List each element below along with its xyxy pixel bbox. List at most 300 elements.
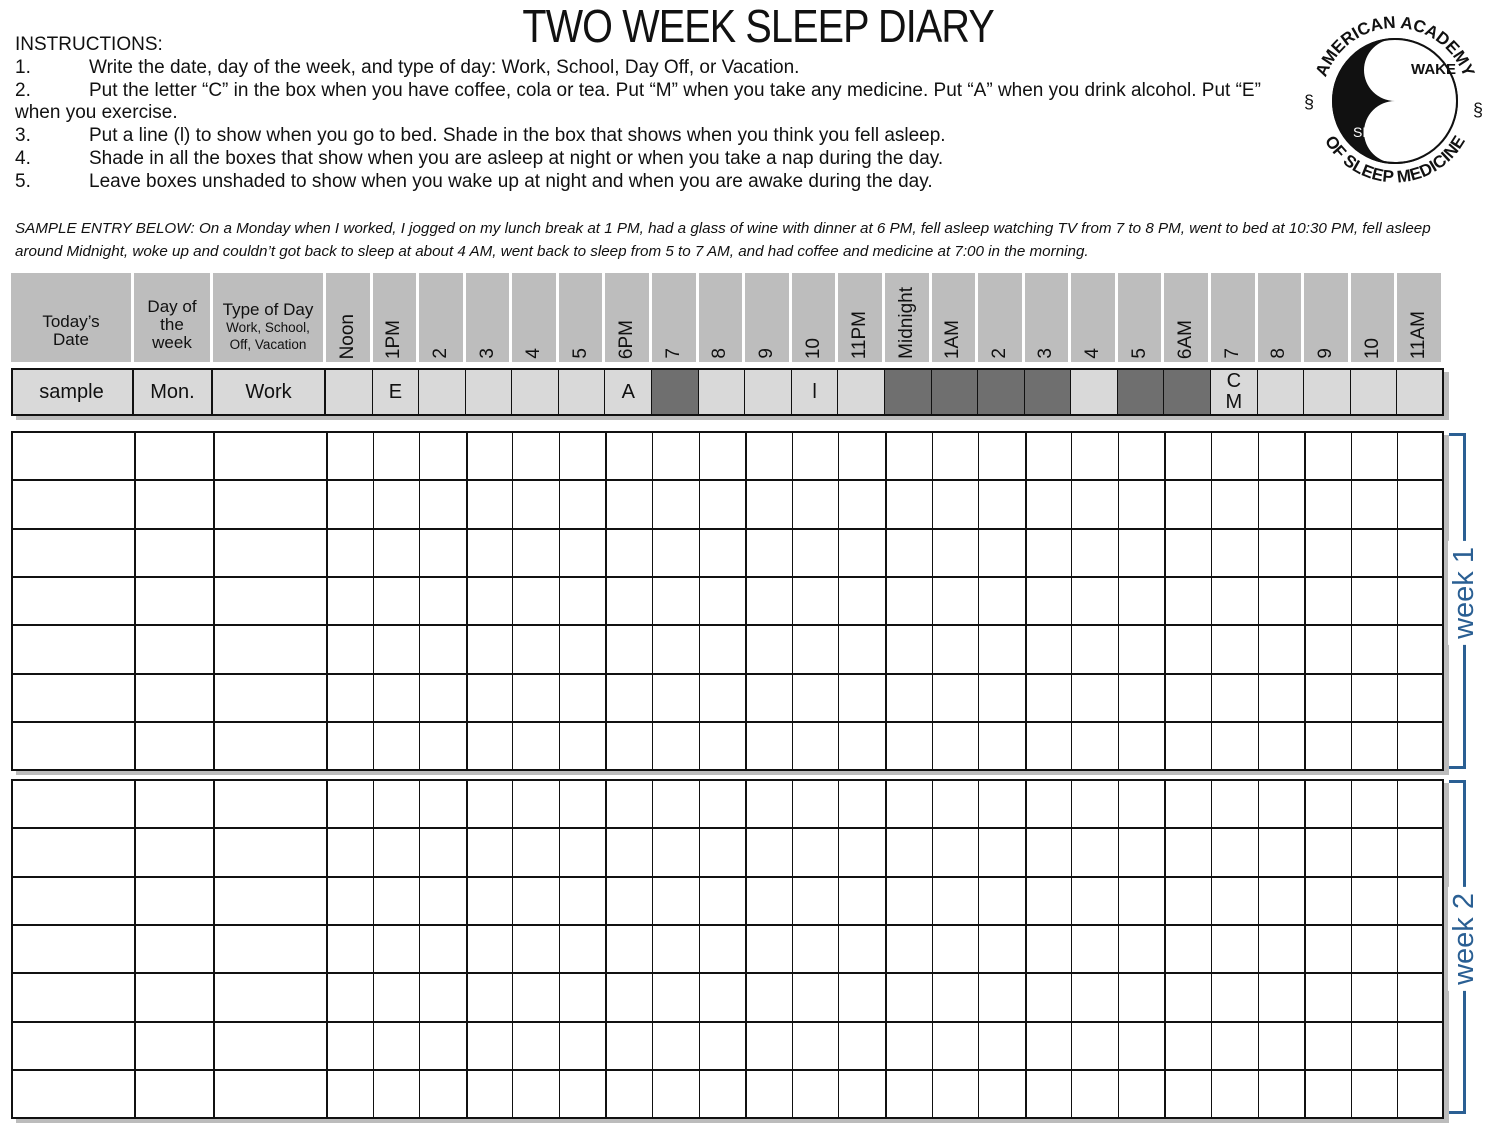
entry-hour-cell[interactable] bbox=[838, 1071, 885, 1119]
entry-hour-cell[interactable] bbox=[512, 675, 559, 723]
entry-hour-cell[interactable] bbox=[512, 723, 559, 771]
entry-hour-cell[interactable] bbox=[419, 829, 466, 877]
entry-hour-cell[interactable] bbox=[1258, 1071, 1305, 1119]
entry-type-cell[interactable] bbox=[213, 974, 326, 1022]
entry-hour-cell[interactable] bbox=[652, 974, 699, 1022]
entry-hour-cell[interactable] bbox=[1397, 530, 1444, 578]
entry-hour-cell[interactable] bbox=[745, 530, 792, 578]
entry-hour-cell[interactable] bbox=[699, 974, 746, 1022]
entry-date-cell[interactable] bbox=[11, 1071, 134, 1119]
entry-hour-cell[interactable] bbox=[466, 829, 513, 877]
entry-hour-cell[interactable] bbox=[885, 481, 932, 529]
entry-hour-cell[interactable] bbox=[745, 626, 792, 674]
entry-hour-cell[interactable] bbox=[326, 530, 373, 578]
entry-hour-cell[interactable] bbox=[559, 433, 606, 481]
entry-hour-cell[interactable] bbox=[605, 1071, 652, 1119]
entry-hour-cell[interactable] bbox=[373, 878, 420, 926]
entry-hour-cell[interactable] bbox=[885, 723, 932, 771]
entry-hour-cell[interactable] bbox=[745, 723, 792, 771]
entry-day-cell[interactable] bbox=[134, 974, 213, 1022]
entry-hour-cell[interactable] bbox=[373, 1071, 420, 1119]
entry-date-cell[interactable] bbox=[11, 974, 134, 1022]
entry-hour-cell[interactable] bbox=[1351, 1023, 1398, 1071]
entry-hour-cell[interactable] bbox=[1211, 481, 1258, 529]
entry-hour-cell[interactable] bbox=[1351, 578, 1398, 626]
entry-hour-cell[interactable] bbox=[885, 974, 932, 1022]
entry-hour-cell[interactable] bbox=[419, 926, 466, 974]
entry-hour-cell[interactable] bbox=[792, 926, 839, 974]
entry-hour-cell[interactable] bbox=[932, 530, 979, 578]
entry-hour-cell[interactable] bbox=[699, 723, 746, 771]
entry-hour-cell[interactable] bbox=[373, 481, 420, 529]
entry-hour-cell[interactable] bbox=[1258, 675, 1305, 723]
entry-hour-cell[interactable] bbox=[699, 433, 746, 481]
entry-hour-cell[interactable] bbox=[1164, 530, 1211, 578]
entry-hour-cell[interactable] bbox=[1025, 829, 1072, 877]
entry-type-cell[interactable] bbox=[213, 626, 326, 674]
entry-hour-cell[interactable] bbox=[1258, 433, 1305, 481]
entry-hour-cell[interactable] bbox=[326, 723, 373, 771]
entry-hour-cell[interactable] bbox=[838, 723, 885, 771]
entry-hour-cell[interactable] bbox=[885, 1023, 932, 1071]
entry-hour-cell[interactable] bbox=[1025, 626, 1072, 674]
entry-hour-cell[interactable] bbox=[559, 578, 606, 626]
entry-hour-cell[interactable] bbox=[699, 578, 746, 626]
entry-hour-cell[interactable] bbox=[466, 723, 513, 771]
entry-hour-cell[interactable] bbox=[838, 481, 885, 529]
entry-type-cell[interactable] bbox=[213, 1023, 326, 1071]
entry-hour-cell[interactable] bbox=[978, 926, 1025, 974]
entry-hour-cell[interactable] bbox=[1351, 626, 1398, 674]
entry-hour-cell[interactable] bbox=[1258, 723, 1305, 771]
entry-hour-cell[interactable] bbox=[466, 781, 513, 829]
entry-hour-cell[interactable] bbox=[419, 974, 466, 1022]
entry-hour-cell[interactable] bbox=[373, 578, 420, 626]
entry-hour-cell[interactable] bbox=[419, 675, 466, 723]
entry-type-cell[interactable] bbox=[213, 878, 326, 926]
entry-hour-cell[interactable] bbox=[792, 878, 839, 926]
entry-hour-cell[interactable] bbox=[978, 878, 1025, 926]
entry-hour-cell[interactable] bbox=[1211, 433, 1258, 481]
entry-hour-cell[interactable] bbox=[1351, 723, 1398, 771]
entry-hour-cell[interactable] bbox=[885, 530, 932, 578]
entry-hour-cell[interactable] bbox=[885, 878, 932, 926]
entry-hour-cell[interactable] bbox=[885, 781, 932, 829]
entry-hour-cell[interactable] bbox=[1304, 878, 1351, 926]
entry-day-cell[interactable] bbox=[134, 781, 213, 829]
entry-hour-cell[interactable] bbox=[1397, 481, 1444, 529]
entry-hour-cell[interactable] bbox=[1118, 1071, 1165, 1119]
entry-hour-cell[interactable] bbox=[1071, 1023, 1118, 1071]
entry-hour-cell[interactable] bbox=[605, 530, 652, 578]
entry-hour-cell[interactable] bbox=[838, 926, 885, 974]
entry-day-cell[interactable] bbox=[134, 675, 213, 723]
entry-hour-cell[interactable] bbox=[1397, 578, 1444, 626]
entry-hour-cell[interactable] bbox=[1164, 1023, 1211, 1071]
entry-hour-cell[interactable] bbox=[605, 1023, 652, 1071]
entry-type-cell[interactable] bbox=[213, 675, 326, 723]
entry-hour-cell[interactable] bbox=[1118, 1023, 1165, 1071]
entry-hour-cell[interactable] bbox=[1304, 675, 1351, 723]
entry-hour-cell[interactable] bbox=[1164, 723, 1211, 771]
entry-hour-cell[interactable] bbox=[1071, 878, 1118, 926]
entry-type-cell[interactable] bbox=[213, 781, 326, 829]
entry-hour-cell[interactable] bbox=[419, 878, 466, 926]
entry-type-cell[interactable] bbox=[213, 926, 326, 974]
entry-hour-cell[interactable] bbox=[885, 626, 932, 674]
entry-hour-cell[interactable] bbox=[745, 829, 792, 877]
entry-day-cell[interactable] bbox=[134, 926, 213, 974]
entry-hour-cell[interactable] bbox=[1025, 926, 1072, 974]
entry-hour-cell[interactable] bbox=[1025, 481, 1072, 529]
entry-hour-cell[interactable] bbox=[1071, 723, 1118, 771]
entry-hour-cell[interactable] bbox=[466, 626, 513, 674]
entry-hour-cell[interactable] bbox=[1304, 626, 1351, 674]
entry-hour-cell[interactable] bbox=[1211, 675, 1258, 723]
entry-hour-cell[interactable] bbox=[932, 578, 979, 626]
entry-hour-cell[interactable] bbox=[605, 878, 652, 926]
entry-hour-cell[interactable] bbox=[652, 1023, 699, 1071]
entry-hour-cell[interactable] bbox=[699, 1023, 746, 1071]
entry-hour-cell[interactable] bbox=[1211, 878, 1258, 926]
entry-hour-cell[interactable] bbox=[326, 781, 373, 829]
entry-hour-cell[interactable] bbox=[1397, 878, 1444, 926]
entry-hour-cell[interactable] bbox=[745, 974, 792, 1022]
entry-hour-cell[interactable] bbox=[792, 723, 839, 771]
entry-hour-cell[interactable] bbox=[745, 1071, 792, 1119]
entry-hour-cell[interactable] bbox=[512, 829, 559, 877]
entry-hour-cell[interactable] bbox=[885, 675, 932, 723]
entry-hour-cell[interactable] bbox=[512, 781, 559, 829]
entry-hour-cell[interactable] bbox=[512, 481, 559, 529]
entry-hour-cell[interactable] bbox=[1118, 530, 1165, 578]
entry-hour-cell[interactable] bbox=[512, 626, 559, 674]
entry-hour-cell[interactable] bbox=[652, 723, 699, 771]
entry-hour-cell[interactable] bbox=[373, 723, 420, 771]
entry-hour-cell[interactable] bbox=[978, 481, 1025, 529]
entry-date-cell[interactable] bbox=[11, 926, 134, 974]
entry-hour-cell[interactable] bbox=[559, 530, 606, 578]
entry-hour-cell[interactable] bbox=[699, 1071, 746, 1119]
entry-hour-cell[interactable] bbox=[1351, 1071, 1398, 1119]
entry-hour-cell[interactable] bbox=[652, 626, 699, 674]
entry-hour-cell[interactable] bbox=[466, 530, 513, 578]
entry-hour-cell[interactable] bbox=[326, 1071, 373, 1119]
entry-hour-cell[interactable] bbox=[1304, 481, 1351, 529]
entry-hour-cell[interactable] bbox=[559, 974, 606, 1022]
entry-hour-cell[interactable] bbox=[466, 1071, 513, 1119]
entry-hour-cell[interactable] bbox=[326, 481, 373, 529]
entry-hour-cell[interactable] bbox=[326, 626, 373, 674]
entry-hour-cell[interactable] bbox=[1211, 974, 1258, 1022]
entry-hour-cell[interactable] bbox=[652, 829, 699, 877]
entry-hour-cell[interactable] bbox=[466, 974, 513, 1022]
entry-hour-cell[interactable] bbox=[932, 974, 979, 1022]
entry-hour-cell[interactable] bbox=[373, 781, 420, 829]
entry-hour-cell[interactable] bbox=[326, 926, 373, 974]
entry-hour-cell[interactable] bbox=[932, 626, 979, 674]
entry-hour-cell[interactable] bbox=[466, 878, 513, 926]
entry-hour-cell[interactable] bbox=[1118, 974, 1165, 1022]
entry-hour-cell[interactable] bbox=[932, 781, 979, 829]
entry-hour-cell[interactable] bbox=[1025, 1023, 1072, 1071]
entry-hour-cell[interactable] bbox=[1071, 829, 1118, 877]
entry-date-cell[interactable] bbox=[11, 433, 134, 481]
entry-hour-cell[interactable] bbox=[699, 626, 746, 674]
entry-hour-cell[interactable] bbox=[1071, 781, 1118, 829]
entry-hour-cell[interactable] bbox=[932, 481, 979, 529]
entry-hour-cell[interactable] bbox=[512, 878, 559, 926]
entry-day-cell[interactable] bbox=[134, 530, 213, 578]
entry-type-cell[interactable] bbox=[213, 530, 326, 578]
entry-hour-cell[interactable] bbox=[652, 878, 699, 926]
entry-hour-cell[interactable] bbox=[1164, 481, 1211, 529]
entry-hour-cell[interactable] bbox=[1304, 926, 1351, 974]
entry-hour-cell[interactable] bbox=[373, 1023, 420, 1071]
entry-hour-cell[interactable] bbox=[792, 1071, 839, 1119]
entry-hour-cell[interactable] bbox=[512, 530, 559, 578]
entry-hour-cell[interactable] bbox=[605, 578, 652, 626]
entry-hour-cell[interactable] bbox=[1351, 878, 1398, 926]
entry-hour-cell[interactable] bbox=[326, 578, 373, 626]
entry-hour-cell[interactable] bbox=[978, 1071, 1025, 1119]
entry-hour-cell[interactable] bbox=[978, 578, 1025, 626]
entry-hour-cell[interactable] bbox=[885, 829, 932, 877]
entry-hour-cell[interactable] bbox=[326, 878, 373, 926]
entry-hour-cell[interactable] bbox=[1025, 578, 1072, 626]
entry-hour-cell[interactable] bbox=[1397, 626, 1444, 674]
entry-type-cell[interactable] bbox=[213, 433, 326, 481]
entry-hour-cell[interactable] bbox=[1071, 530, 1118, 578]
entry-hour-cell[interactable] bbox=[559, 829, 606, 877]
entry-hour-cell[interactable] bbox=[373, 829, 420, 877]
entry-hour-cell[interactable] bbox=[559, 926, 606, 974]
entry-hour-cell[interactable] bbox=[326, 433, 373, 481]
entry-hour-cell[interactable] bbox=[1025, 675, 1072, 723]
entry-hour-cell[interactable] bbox=[1258, 481, 1305, 529]
entry-hour-cell[interactable] bbox=[1304, 1023, 1351, 1071]
entry-hour-cell[interactable] bbox=[978, 829, 1025, 877]
entry-hour-cell[interactable] bbox=[932, 1023, 979, 1071]
entry-hour-cell[interactable] bbox=[605, 974, 652, 1022]
entry-hour-cell[interactable] bbox=[466, 578, 513, 626]
entry-hour-cell[interactable] bbox=[978, 675, 1025, 723]
entry-hour-cell[interactable] bbox=[838, 675, 885, 723]
entry-hour-cell[interactable] bbox=[605, 781, 652, 829]
entry-hour-cell[interactable] bbox=[1304, 829, 1351, 877]
entry-hour-cell[interactable] bbox=[1258, 578, 1305, 626]
entry-hour-cell[interactable] bbox=[838, 781, 885, 829]
entry-hour-cell[interactable] bbox=[745, 578, 792, 626]
entry-hour-cell[interactable] bbox=[1071, 481, 1118, 529]
entry-hour-cell[interactable] bbox=[978, 626, 1025, 674]
entry-hour-cell[interactable] bbox=[512, 433, 559, 481]
entry-hour-cell[interactable] bbox=[419, 530, 466, 578]
entry-day-cell[interactable] bbox=[134, 829, 213, 877]
entry-hour-cell[interactable] bbox=[838, 530, 885, 578]
entry-hour-cell[interactable] bbox=[1351, 781, 1398, 829]
entry-hour-cell[interactable] bbox=[1397, 1071, 1444, 1119]
entry-hour-cell[interactable] bbox=[792, 829, 839, 877]
entry-hour-cell[interactable] bbox=[1118, 626, 1165, 674]
entry-hour-cell[interactable] bbox=[1071, 578, 1118, 626]
entry-hour-cell[interactable] bbox=[978, 530, 1025, 578]
entry-hour-cell[interactable] bbox=[792, 675, 839, 723]
entry-hour-cell[interactable] bbox=[792, 481, 839, 529]
entry-hour-cell[interactable] bbox=[838, 878, 885, 926]
entry-hour-cell[interactable] bbox=[1397, 974, 1444, 1022]
entry-hour-cell[interactable] bbox=[838, 578, 885, 626]
entry-hour-cell[interactable] bbox=[1351, 675, 1398, 723]
entry-hour-cell[interactable] bbox=[419, 626, 466, 674]
entry-date-cell[interactable] bbox=[11, 878, 134, 926]
entry-hour-cell[interactable] bbox=[559, 481, 606, 529]
entry-type-cell[interactable] bbox=[213, 578, 326, 626]
entry-hour-cell[interactable] bbox=[885, 926, 932, 974]
entry-hour-cell[interactable] bbox=[745, 926, 792, 974]
entry-hour-cell[interactable] bbox=[932, 675, 979, 723]
entry-hour-cell[interactable] bbox=[1211, 829, 1258, 877]
entry-hour-cell[interactable] bbox=[1164, 781, 1211, 829]
entry-hour-cell[interactable] bbox=[838, 974, 885, 1022]
entry-hour-cell[interactable] bbox=[1164, 626, 1211, 674]
entry-hour-cell[interactable] bbox=[419, 1071, 466, 1119]
entry-hour-cell[interactable] bbox=[1118, 675, 1165, 723]
entry-hour-cell[interactable] bbox=[1071, 433, 1118, 481]
entry-hour-cell[interactable] bbox=[1304, 433, 1351, 481]
entry-hour-cell[interactable] bbox=[466, 1023, 513, 1071]
entry-hour-cell[interactable] bbox=[1211, 1023, 1258, 1071]
entry-day-cell[interactable] bbox=[134, 878, 213, 926]
entry-hour-cell[interactable] bbox=[885, 1071, 932, 1119]
entry-hour-cell[interactable] bbox=[1351, 433, 1398, 481]
entry-hour-cell[interactable] bbox=[1118, 578, 1165, 626]
entry-hour-cell[interactable] bbox=[932, 1071, 979, 1119]
entry-hour-cell[interactable] bbox=[1351, 481, 1398, 529]
entry-hour-cell[interactable] bbox=[699, 675, 746, 723]
entry-hour-cell[interactable] bbox=[792, 1023, 839, 1071]
entry-hour-cell[interactable] bbox=[1211, 530, 1258, 578]
entry-hour-cell[interactable] bbox=[1258, 530, 1305, 578]
entry-hour-cell[interactable] bbox=[1071, 974, 1118, 1022]
entry-hour-cell[interactable] bbox=[1304, 781, 1351, 829]
entry-hour-cell[interactable] bbox=[978, 723, 1025, 771]
entry-hour-cell[interactable] bbox=[745, 675, 792, 723]
entry-hour-cell[interactable] bbox=[1258, 1023, 1305, 1071]
entry-hour-cell[interactable] bbox=[512, 578, 559, 626]
entry-hour-cell[interactable] bbox=[1071, 1071, 1118, 1119]
entry-hour-cell[interactable] bbox=[373, 675, 420, 723]
entry-hour-cell[interactable] bbox=[1118, 723, 1165, 771]
entry-hour-cell[interactable] bbox=[932, 878, 979, 926]
entry-date-cell[interactable] bbox=[11, 675, 134, 723]
entry-hour-cell[interactable] bbox=[1351, 530, 1398, 578]
entry-hour-cell[interactable] bbox=[652, 926, 699, 974]
entry-hour-cell[interactable] bbox=[605, 829, 652, 877]
entry-hour-cell[interactable] bbox=[1025, 781, 1072, 829]
entry-hour-cell[interactable] bbox=[605, 675, 652, 723]
entry-hour-cell[interactable] bbox=[792, 578, 839, 626]
entry-hour-cell[interactable] bbox=[1118, 926, 1165, 974]
entry-hour-cell[interactable] bbox=[699, 481, 746, 529]
entry-date-cell[interactable] bbox=[11, 626, 134, 674]
entry-hour-cell[interactable] bbox=[1211, 926, 1258, 974]
entry-hour-cell[interactable] bbox=[1351, 926, 1398, 974]
entry-hour-cell[interactable] bbox=[419, 723, 466, 771]
entry-hour-cell[interactable] bbox=[1397, 926, 1444, 974]
entry-date-cell[interactable] bbox=[11, 530, 134, 578]
entry-type-cell[interactable] bbox=[213, 1071, 326, 1119]
entry-hour-cell[interactable] bbox=[745, 481, 792, 529]
entry-type-cell[interactable] bbox=[213, 481, 326, 529]
entry-hour-cell[interactable] bbox=[1258, 781, 1305, 829]
entry-hour-cell[interactable] bbox=[1025, 1071, 1072, 1119]
entry-hour-cell[interactable] bbox=[1351, 829, 1398, 877]
entry-hour-cell[interactable] bbox=[1118, 781, 1165, 829]
entry-hour-cell[interactable] bbox=[1164, 1071, 1211, 1119]
entry-hour-cell[interactable] bbox=[1397, 781, 1444, 829]
entry-hour-cell[interactable] bbox=[1025, 433, 1072, 481]
entry-hour-cell[interactable] bbox=[326, 974, 373, 1022]
entry-day-cell[interactable] bbox=[134, 433, 213, 481]
entry-hour-cell[interactable] bbox=[605, 433, 652, 481]
entry-hour-cell[interactable] bbox=[838, 433, 885, 481]
entry-hour-cell[interactable] bbox=[699, 829, 746, 877]
entry-day-cell[interactable] bbox=[134, 1023, 213, 1071]
entry-hour-cell[interactable] bbox=[1118, 433, 1165, 481]
entry-hour-cell[interactable] bbox=[419, 481, 466, 529]
entry-hour-cell[interactable] bbox=[1304, 723, 1351, 771]
entry-hour-cell[interactable] bbox=[1304, 974, 1351, 1022]
entry-hour-cell[interactable] bbox=[1164, 675, 1211, 723]
entry-date-cell[interactable] bbox=[11, 723, 134, 771]
entry-date-cell[interactable] bbox=[11, 781, 134, 829]
entry-hour-cell[interactable] bbox=[373, 433, 420, 481]
entry-hour-cell[interactable] bbox=[978, 781, 1025, 829]
entry-hour-cell[interactable] bbox=[1397, 1023, 1444, 1071]
entry-type-cell[interactable] bbox=[213, 723, 326, 771]
entry-hour-cell[interactable] bbox=[559, 781, 606, 829]
entry-hour-cell[interactable] bbox=[419, 578, 466, 626]
entry-type-cell[interactable] bbox=[213, 829, 326, 877]
entry-hour-cell[interactable] bbox=[326, 675, 373, 723]
entry-date-cell[interactable] bbox=[11, 1023, 134, 1071]
entry-hour-cell[interactable] bbox=[1258, 626, 1305, 674]
entry-hour-cell[interactable] bbox=[512, 974, 559, 1022]
entry-hour-cell[interactable] bbox=[745, 781, 792, 829]
entry-hour-cell[interactable] bbox=[1164, 926, 1211, 974]
entry-hour-cell[interactable] bbox=[699, 926, 746, 974]
entry-hour-cell[interactable] bbox=[932, 829, 979, 877]
entry-hour-cell[interactable] bbox=[559, 675, 606, 723]
entry-hour-cell[interactable] bbox=[559, 626, 606, 674]
entry-date-cell[interactable] bbox=[11, 578, 134, 626]
entry-hour-cell[interactable] bbox=[838, 626, 885, 674]
entry-hour-cell[interactable] bbox=[512, 926, 559, 974]
entry-hour-cell[interactable] bbox=[745, 433, 792, 481]
entry-hour-cell[interactable] bbox=[1118, 829, 1165, 877]
entry-hour-cell[interactable] bbox=[932, 926, 979, 974]
entry-day-cell[interactable] bbox=[134, 481, 213, 529]
entry-hour-cell[interactable] bbox=[1211, 1071, 1258, 1119]
entry-hour-cell[interactable] bbox=[1071, 675, 1118, 723]
entry-hour-cell[interactable] bbox=[1211, 781, 1258, 829]
entry-hour-cell[interactable] bbox=[373, 530, 420, 578]
entry-date-cell[interactable] bbox=[11, 481, 134, 529]
entry-hour-cell[interactable] bbox=[1025, 723, 1072, 771]
entry-hour-cell[interactable] bbox=[605, 481, 652, 529]
entry-hour-cell[interactable] bbox=[1118, 878, 1165, 926]
